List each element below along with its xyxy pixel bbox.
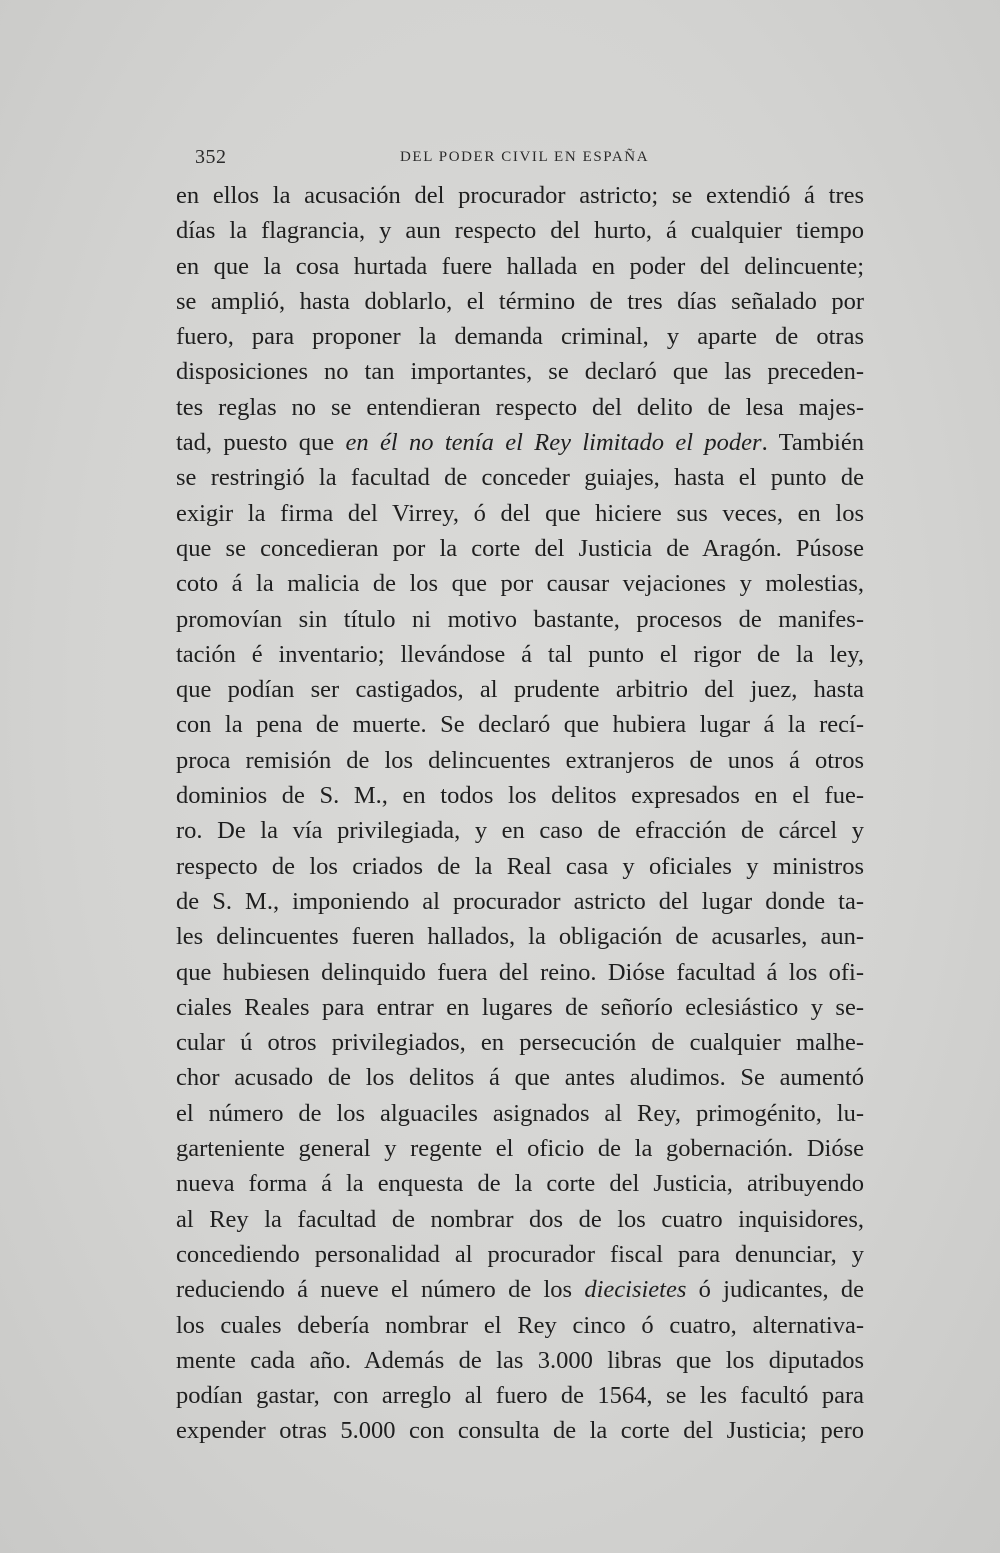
page-number: 352 xyxy=(195,146,227,168)
text-segment: ciales Reales para entrar en lugares de señorío eclesiástico y se- xyxy=(176,993,864,1021)
text-segment: que se concedieran por la corte del Justicia de Aragón. Púsose xyxy=(176,534,864,562)
text-line xyxy=(176,602,864,637)
text-segment: mente cada año. Además de las 3.000 libras que los diputados xyxy=(176,1346,864,1374)
text-line xyxy=(176,213,864,248)
text-segment: reduciendo á nueve el número de los xyxy=(176,1276,585,1304)
text-segment: fuero, para proponer la demanda criminal, y aparte de otras xyxy=(176,323,864,351)
text-line xyxy=(176,1413,864,1448)
text-line xyxy=(176,178,864,213)
text-segment: podían gastar, con arreglo al fuero de 1564, se les facultó para xyxy=(176,1382,864,1410)
text-line xyxy=(176,672,864,707)
text-segment: garteniente general y regente el oficio de la gobernación. Dióse xyxy=(176,1135,864,1163)
text-segment: de S. M., imponiendo al procurador astricto del lugar donde ta- xyxy=(176,887,864,915)
italic-segment: diecisietes xyxy=(584,1276,687,1304)
text-segment: días la flagrancia, y aun respecto del hurto, á cualquier tiempo xyxy=(176,217,864,245)
text-segment: que podían ser castigados, al prudente arbitrio del juez, hasta xyxy=(176,676,864,704)
text-segment: exigir la firma del Virrey, ó del que hiciere sus veces, en los xyxy=(176,499,864,527)
text-segment: en ellos la acusación del procurador astricto; se extendió á tres xyxy=(176,182,864,209)
text-line xyxy=(176,1272,864,1307)
text-line xyxy=(176,1237,864,1272)
text-line xyxy=(176,284,864,319)
text-line xyxy=(176,531,864,566)
text-segment: en que la cosa hurtada fuere hallada en poder del delincuente; xyxy=(176,252,864,280)
text-segment: el número de los alguaciles asignados al Rey, primogénito, lu- xyxy=(176,1099,864,1127)
text-line xyxy=(176,1131,864,1166)
text-line xyxy=(176,955,864,990)
text-segment: cular ú otros privilegiados, en persecución de cualquier malhe- xyxy=(176,1029,864,1057)
text-line xyxy=(176,319,864,354)
text-line xyxy=(176,354,864,389)
text-segment: al Rey la facultad de nombrar dos de los cuatro inquisidores, xyxy=(176,1205,864,1233)
text-line xyxy=(176,884,864,919)
text-line xyxy=(176,390,864,425)
text-line xyxy=(176,1343,864,1378)
text-line xyxy=(176,1060,864,1095)
text-segment: dominios de S. M., en todos los delitos expresados en el fue- xyxy=(176,782,864,810)
text-line xyxy=(176,919,864,954)
text-segment: expender otras 5.000 con consulta de la corte del Justicia; pero xyxy=(176,1417,864,1445)
text-line xyxy=(176,990,864,1025)
text-segment: coto á la malicia de los que por causar vejaciones y molestias, xyxy=(176,570,864,598)
text-segment: concediendo personalidad al procurador fiscal para denunciar, y xyxy=(176,1240,864,1268)
text-segment: respecto de los criados de la Real casa y oficiales y ministros xyxy=(176,852,864,880)
text-line xyxy=(176,1096,864,1131)
text-segment: proca remisión de los delincuentes extranjeros de unos á otros xyxy=(176,746,864,774)
text-segment: . También xyxy=(761,429,864,457)
text-line xyxy=(176,249,864,284)
text-segment: tes reglas no se entendieran respecto del delito de lesa majes- xyxy=(176,393,864,421)
text-segment: se restringió la facultad de conceder guiajes, hasta el punto de xyxy=(176,464,864,492)
text-line xyxy=(176,566,864,601)
text-line xyxy=(176,460,864,495)
text-segment: promovían sin título ni motivo bastante, procesos de manifes- xyxy=(176,605,864,633)
text-segment: los cuales debería nombrar el Rey cinco ó cuatro, alternativa- xyxy=(176,1311,864,1339)
text-segment: ro. De la vía privilegiada, y en caso de efracción de cárcel y xyxy=(176,817,864,845)
text-segment: tación é inventario; llevándose á tal punto el rigor de la ley, xyxy=(176,640,864,668)
text-segment: ó judicantes, de xyxy=(686,1276,865,1304)
text-line xyxy=(176,778,864,813)
text-line xyxy=(176,637,864,672)
body-text xyxy=(176,178,864,1449)
text-segment: tad, puesto que xyxy=(176,429,346,457)
text-segment: les delincuentes fueren hallados, la obligación de acusarles, aun- xyxy=(176,923,864,951)
text-segment: que hubiesen delinquido fuera del reino. Dióse facultad á los ofi- xyxy=(176,958,864,986)
text-segment: disposiciones no tan importantes, se declaró que las preceden- xyxy=(176,358,864,386)
running-head xyxy=(195,146,865,176)
text-line xyxy=(176,1202,864,1237)
text-line xyxy=(176,1025,864,1060)
text-line xyxy=(176,849,864,884)
text-line xyxy=(176,496,864,531)
text-line xyxy=(176,743,864,778)
text-segment: chor acusado de los delitos á que antes aludimos. Se aumentó xyxy=(176,1064,864,1092)
text-line xyxy=(176,1308,864,1343)
text-line xyxy=(176,813,864,848)
running-title: DEL PODER CIVIL EN ESPAÑA xyxy=(400,149,650,165)
text-line xyxy=(176,707,864,742)
text-segment: se amplió, hasta doblarlo, el término de tres días señalado por xyxy=(176,287,864,315)
text-line xyxy=(176,1166,864,1201)
text-segment: nueva forma á la enquesta de la corte del Justicia, atribuyendo xyxy=(176,1170,864,1198)
text-segment: con la pena de muerte. Se declaró que hubiera lugar á la recí- xyxy=(176,711,864,739)
text-line xyxy=(176,1378,864,1413)
text-line xyxy=(176,425,864,460)
italic-segment: en él no tenía el Rey limitado el poder xyxy=(345,429,762,457)
